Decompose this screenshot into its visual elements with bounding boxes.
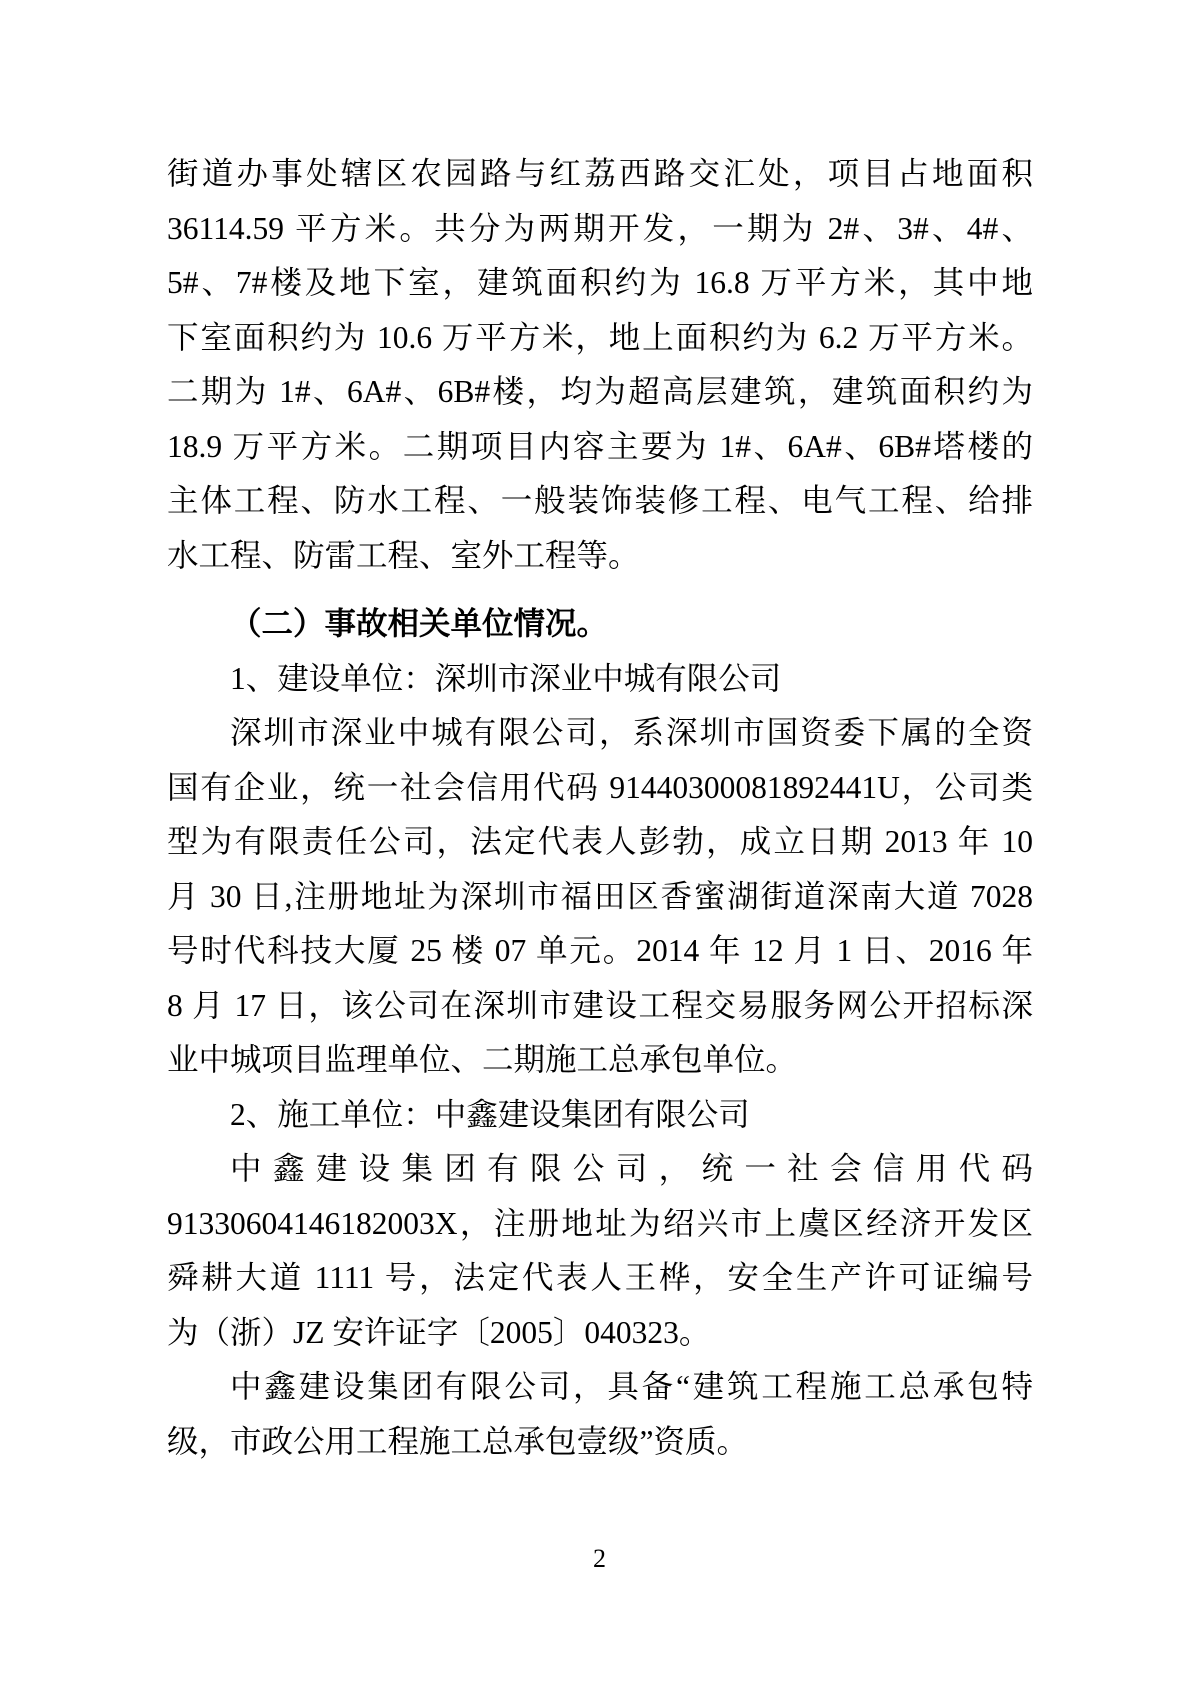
- text-line: 中鑫建设集团有限公司，具备“建筑工程施工总承包特: [230, 1369, 1033, 1404]
- text-line: 2、施工单位：中鑫建设集团有限公司: [230, 1096, 750, 1132]
- page-number: 2: [593, 1544, 606, 1573]
- text-line: 中鑫建设集团有限公司，统一社会信用代码: [230, 1151, 1033, 1186]
- text-line: 91330604146182003X，注册地址为绍兴市上虞区经济开发区: [167, 1205, 1033, 1241]
- text-line: 5#、7#楼及地下室，建筑面积约为 16.8 万平方米，其中地: [167, 265, 1033, 300]
- text-line: 深圳市深业中城有限公司，系深圳市国资委下属的全资: [230, 715, 1033, 750]
- text-line: 水工程、防雷工程、室外工程等。: [167, 537, 640, 573]
- text-line: 1、建设单位：深圳市深业中城有限公司: [230, 660, 782, 696]
- text-line: 二期为 1#、6A#、6B#楼，均为超高层建筑，建筑面积约为: [167, 374, 1033, 409]
- text-line: 主体工程、防水工程、一般装饰装修工程、电气工程、给排: [167, 483, 1033, 518]
- text-line: 下室面积约为 10.6 万平方米，地上面积约为 6.2 万平方米。: [167, 319, 1033, 355]
- document-body: [167, 147, 1033, 1469]
- text-line: 8 月 17 日，该公司在深圳市建设工程交易服务网公开招标深: [167, 987, 1033, 1023]
- text-line: 为（浙）JZ 安许证字〔2005〕040323。: [167, 1314, 711, 1350]
- text-line: 级，市政公用工程施工总承包壹级”资质。: [167, 1423, 748, 1459]
- text-line: 月 30 日,注册地址为深圳市福田区香蜜湖街道深南大道 7028: [167, 878, 1033, 914]
- text-line: 型为有限责任公司，法定代表人彭勃，成立日期 2013 年 10: [167, 824, 1033, 859]
- text-line: 36114.59 平方米。共分为两期开发，一期为 2#、3#、4#、: [167, 210, 1033, 246]
- text-line: 街道办事处辖区农园路与红荔西路交汇处，项目占地面积: [167, 156, 1033, 191]
- text-line: 国有企业，统一社会信用代码 91440300081892441U，公司类: [167, 769, 1033, 805]
- text-line: 业中城项目监理单位、二期施工总承包单位。: [167, 1042, 798, 1077]
- text-line: 舜耕大道 1111 号，法定代表人王桦，安全生产许可证编号: [167, 1260, 1033, 1295]
- section-heading: （二）事故相关单位情况。: [230, 606, 609, 641]
- text-line: 号时代科技大厦 25 楼 07 单元。2014 年 12 月 1 日、2016 年: [167, 933, 1033, 968]
- text-line: 18.9 万平方米。二期项目内容主要为 1#、6A#、6B#塔楼的: [167, 428, 1033, 464]
